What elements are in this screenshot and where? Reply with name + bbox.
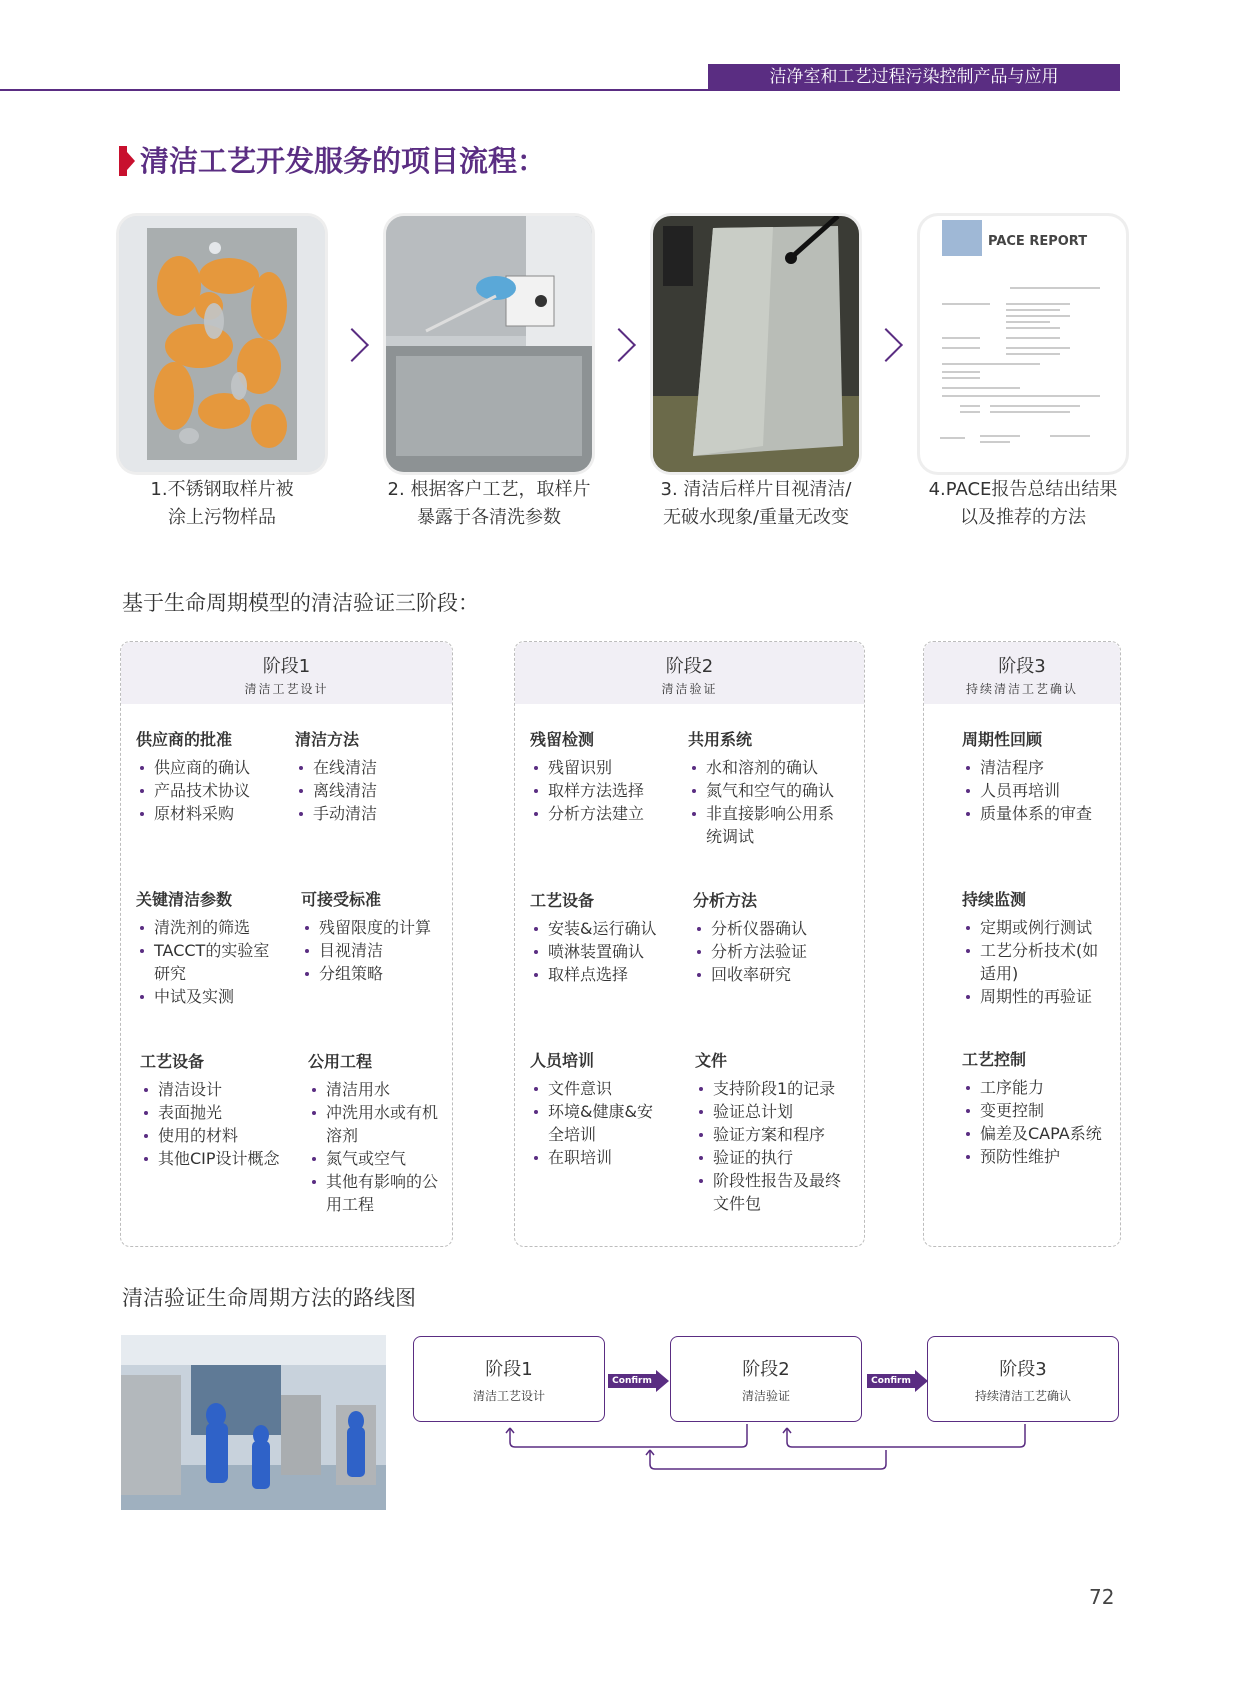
list-item: 偏差及CAPA系统: [962, 1122, 1117, 1145]
confirm-arrow-label: Confirm: [867, 1374, 915, 1388]
block-title: 分析方法: [693, 891, 758, 910]
list-item: 分组策略: [301, 962, 451, 985]
block-title: 公用工程: [308, 1052, 373, 1071]
list-item: 其他有影响的公用工程: [308, 1170, 438, 1216]
report-logo: [942, 220, 982, 256]
block-list: [962, 756, 1117, 825]
block-title: 人员培训: [530, 1051, 595, 1070]
stage1-block-utilities: [308, 1049, 446, 1216]
list-item: 定期或例行测试: [962, 916, 1102, 939]
report-title: PACE REPORT: [988, 234, 1088, 249]
block-title: 周期性回顾: [962, 730, 1043, 749]
stage2-block-training: [530, 1048, 670, 1169]
list-item: 原材料采购: [136, 802, 286, 825]
stage3-name: 阶段3: [998, 656, 1046, 677]
list-item: 手动清洁: [295, 802, 445, 825]
list-item: 质量体系的审查: [962, 802, 1117, 825]
list-item: 清洗剂的筛选: [136, 916, 274, 939]
stage2-block-equipment: [530, 888, 690, 986]
roadmap-stage2-name: 阶段2: [742, 1359, 790, 1380]
list-item: 在职培训: [530, 1146, 654, 1169]
block-list: [962, 1076, 1117, 1168]
stage3-block-control: [962, 1047, 1117, 1168]
three-stages-title: 基于生命周期模型的清洁验证三阶段：: [122, 591, 479, 615]
loop-stage3-to-stage2: [787, 1424, 1025, 1447]
stage2-panel: [514, 641, 865, 1247]
block-list: [308, 1078, 438, 1216]
stage3-block-monitoring: [962, 887, 1112, 1008]
list-item: 中试及实测: [136, 985, 274, 1008]
stage2-subtitle: 清洁验证: [661, 682, 718, 696]
step3-caption: [631, 476, 881, 532]
list-item: 周期性的再验证: [962, 985, 1102, 1008]
cleanroom-image: [121, 1335, 386, 1510]
list-item: 清洁程序: [962, 756, 1117, 779]
step3-caption-line1: 3. 清洁后样片目视清洁/: [660, 479, 852, 500]
list-item: 氮气或空气: [308, 1147, 438, 1170]
block-list: [301, 916, 451, 985]
block-list: [688, 756, 848, 848]
list-item: 支持阶段1的记录: [695, 1077, 855, 1100]
step3-photo: [653, 216, 859, 472]
block-title: 文件: [695, 1051, 728, 1070]
list-item: 阶段性报告及最终文件包: [695, 1169, 855, 1215]
roadmap-stage1: [413, 1336, 605, 1422]
block-title: 清洁方法: [295, 730, 360, 749]
feedback-loops: [400, 1420, 1040, 1480]
header-banner: 洁净室和工艺过程污染控制产品与应用: [708, 64, 1120, 91]
roadmap-stage2-sub: 清洁验证: [741, 1389, 790, 1403]
step4-caption-line1: 4.PACE报告总结出结果: [928, 479, 1118, 500]
block-list: [693, 917, 853, 986]
step4-caption-line2: 以及推荐的方法: [960, 507, 1086, 528]
stage2-block-documents: [695, 1048, 860, 1215]
block-list: [136, 756, 286, 825]
list-item: 使用的材料: [140, 1124, 300, 1147]
list-item: 验证总计划: [695, 1100, 855, 1123]
list-item: 离线清洁: [295, 779, 445, 802]
step4-photo: [920, 216, 1126, 472]
list-item: 残留识别: [530, 756, 680, 779]
list-item: 人员再培训: [962, 779, 1117, 802]
roadmap-stage1-name: 阶段1: [485, 1359, 533, 1380]
step2-caption: [364, 476, 614, 532]
arrow-right-icon: [915, 1370, 928, 1392]
step1-caption-line2: 涂上污物样品: [168, 507, 276, 528]
list-item: 残留限度的计算: [301, 916, 451, 939]
list-item: 其他CIP设计概念: [140, 1147, 300, 1170]
step2-caption-line1: 2. 根据客户工艺，取样片: [387, 479, 591, 500]
stage2-block-analysis: [693, 888, 853, 986]
list-item: 氮气和空气的确认: [688, 779, 848, 802]
lab-washing-image: [386, 216, 592, 472]
list-item: 环境&健康&安全培训: [530, 1100, 654, 1146]
block-title: 工艺设备: [530, 891, 595, 910]
stage1-block-method: [295, 727, 445, 825]
stage2-block-shared: [688, 727, 858, 848]
list-item: 变更控制: [962, 1099, 1117, 1122]
arrow-right-icon: [656, 1370, 669, 1392]
stage2-block-residue: [530, 727, 680, 825]
step1-photo: [119, 216, 325, 472]
list-item: 供应商的确认: [136, 756, 286, 779]
list-item: 喷淋装置确认: [530, 940, 690, 963]
clean-coupon-image: [653, 216, 859, 472]
block-title: 工艺控制: [962, 1050, 1027, 1069]
section-marker-tip: [127, 152, 135, 170]
page-number: 72: [1089, 1585, 1115, 1609]
roadmap-stage3: [927, 1336, 1119, 1422]
list-item: 清洁用水: [308, 1078, 438, 1101]
section-title: 清洁工艺开发服务的项目流程：: [140, 144, 547, 178]
roadmap-stage3-name: 阶段3: [999, 1359, 1047, 1380]
list-item: 工序能力: [962, 1076, 1117, 1099]
list-item: 安装&运行确认: [530, 917, 690, 940]
list-item: 工艺分析技术(如适用): [962, 939, 1102, 985]
list-item: 非直接影响公用系统调试: [688, 802, 848, 848]
block-list: [695, 1077, 855, 1215]
block-title: 持续监测: [962, 890, 1027, 909]
list-item: 分析方法建立: [530, 802, 680, 825]
list-item: 预防性维护: [962, 1145, 1117, 1168]
loop-stage2-to-stage1: [510, 1424, 747, 1447]
step1-caption-line1: 1.不锈钢取样片被: [150, 479, 294, 500]
block-list: [295, 756, 445, 825]
list-item: 水和溶剂的确认: [688, 756, 848, 779]
block-list: [530, 1077, 654, 1169]
chevron-right-icon: [869, 328, 903, 362]
stage1-block-equipment: [140, 1049, 300, 1170]
list-item: 表面抛光: [140, 1101, 300, 1124]
stage1-header: [121, 642, 452, 704]
block-title: 供应商的批准: [136, 730, 233, 749]
stage3-header: [924, 642, 1120, 704]
block-title: 可接受标准: [301, 890, 382, 909]
chevron-right-icon: [335, 328, 369, 362]
stage1-name: 阶段1: [262, 656, 311, 677]
stage1-panel: [120, 641, 453, 1247]
step1-caption: [97, 476, 347, 532]
list-item: 产品技术协议: [136, 779, 286, 802]
coupon-image: [119, 216, 325, 472]
stage3-panel: [923, 641, 1121, 1247]
loop-stage3-to-stage1: [650, 1450, 886, 1469]
block-title: 残留检测: [530, 730, 595, 749]
roadmap-title: 清洁验证生命周期方法的路线图: [122, 1286, 416, 1310]
stage2-header: [515, 642, 864, 704]
block-title: 工艺设备: [140, 1052, 205, 1071]
block-list: [530, 917, 690, 986]
stage1-block-params: [136, 887, 286, 1008]
step2-photo: [386, 216, 592, 472]
step4-caption: [898, 476, 1148, 532]
list-item: 验证的执行: [695, 1146, 855, 1169]
list-item: 取样方法选择: [530, 779, 680, 802]
list-item: 取样点选择: [530, 963, 690, 986]
list-item: 验证方案和程序: [695, 1123, 855, 1146]
stage2-name: 阶段2: [665, 656, 714, 677]
roadmap-stage3-sub: 持续清洁工艺确认: [974, 1389, 1071, 1403]
list-item: 在线清洁: [295, 756, 445, 779]
section-marker: [119, 146, 127, 176]
list-item: 冲洗用水或有机溶剂: [308, 1101, 438, 1147]
list-item: 分析方法验证: [693, 940, 853, 963]
chevron-right-icon: [602, 328, 636, 362]
step2-caption-line2: 暴露于各清洗参数: [417, 507, 561, 528]
step3-caption-line2: 无破水现象/重量无改变: [662, 507, 850, 528]
list-item: TACCT的实验室研究: [136, 939, 274, 985]
report-text-lines: [920, 266, 1126, 466]
list-item: 分析仪器确认: [693, 917, 853, 940]
confirm-arrow-label: Confirm: [608, 1374, 656, 1388]
block-list: [136, 916, 274, 1008]
block-list: [140, 1078, 300, 1170]
stage1-subtitle: 清洁工艺设计: [244, 682, 329, 696]
list-item: 回收率研究: [693, 963, 853, 986]
list-item: 文件意识: [530, 1077, 654, 1100]
block-title: 关键清洁参数: [136, 890, 233, 909]
stage3-subtitle: 持续清洁工艺确认: [965, 682, 1078, 696]
list-item: 目视清洁: [301, 939, 451, 962]
stage3-block-review: [962, 727, 1117, 825]
block-title: 共用系统: [688, 730, 753, 749]
list-item: 清洁设计: [140, 1078, 300, 1101]
stage1-block-supplier: [136, 727, 286, 825]
stage1-block-criteria: [301, 887, 451, 985]
block-list: [962, 916, 1102, 1008]
block-list: [530, 756, 680, 825]
roadmap-stage1-sub: 清洁工艺设计: [472, 1389, 545, 1403]
cleanroom-photo: [121, 1335, 386, 1510]
roadmap-stage2: [670, 1336, 862, 1422]
